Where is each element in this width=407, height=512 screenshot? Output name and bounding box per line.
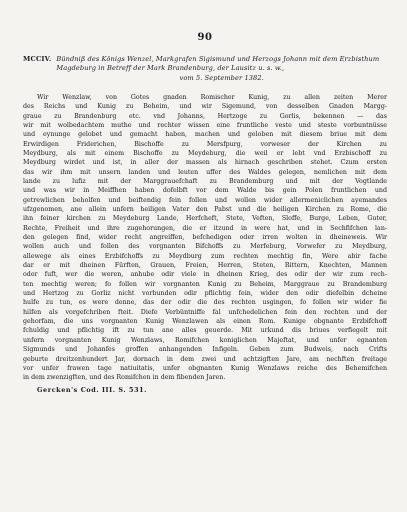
- body-line: hilfen als vorgefchriben fteit. Diefe Verbüntniffe fal unfchedelichen fein den rechten und der: [23, 308, 387, 316]
- body-line: gehorfam, die uns vorgnanten Kunig Wenzlawen als einen Rom. Kunige obgnante Erzbifchoff: [23, 318, 387, 326]
- charter-id: MCCIV.: [23, 55, 52, 63]
- body-line: Meydburg wirdet und ist, in aller der massen als hirnach geschriben stehet. Czum ersten: [23, 159, 387, 167]
- charter-header: [23, 55, 387, 83]
- body-line: und was wir in Meiffhen haben dofelbft vor dem Walde bis gein Polen fruntlichen und: [23, 187, 387, 195]
- body-line: ten mechtig weren; fo follen wir vorgnanten Kunig zu Beheim, Marggraue zu Brandemburg: [23, 280, 387, 288]
- body-line: ihn feiner kirchen zu Meydeburg Lande, Herfcheft, Stete, Veften, Sloffe, Burge, Leben, Guter,: [23, 215, 387, 223]
- body-line: in dem zwenzigften, und des Romifchen in dem fibenden Jaren.: [23, 374, 226, 382]
- body-line: hulfe zu tun, es were denne, das der odir die des rechten usgingen, fo follen wir wider fie: [23, 299, 387, 307]
- body-line: unfern vorgnanten Kunig Wenzlaws, Romifchen koniglichen Majeftat, und unfer egnanten: [23, 336, 387, 344]
- source-citation: Gercken's Cod. III. S. 531.: [37, 385, 147, 394]
- body-line: des Reichs und Kunig zu Beheim, und wir Sigemund, von desselben Gnaden Margg-: [23, 103, 387, 111]
- body-line: Sigmunds und Johanfes groffen anhangenden Infigeln. Geben zum Budweis, nach Crifts: [23, 346, 387, 354]
- body-line: wir mit wolbedachtem muthe und rechter wissen eine fruntliche veste und steste vorbuntnüsse: [23, 121, 387, 129]
- charter-title-text: Bündniß des Königs Wenzel, Markgrafen Sigismund und Herzogs Johann mit dem Erzbisthum Magdeburg in Betreff der Mark Brandenburg, der Lausitz u. s. w.,: [56, 55, 380, 73]
- body-line: allewege als eines Erzbifchoffs zu Meydburg zum rechten mechtig fin, Were abir fache: [23, 252, 387, 260]
- body-line: Rechte, Freiheit und ihre zugehorungen, die er itzund in were hat, und in Sechfifchen lan-: [23, 224, 387, 232]
- body-line: Erwirdigen Friderichen, Bischoffe zu Mersfpurg, vorweser der Kirchen zu: [23, 140, 387, 148]
- charter-date: vom 5. September 1382.: [179, 73, 264, 82]
- charter-title: [56, 55, 387, 83]
- body-line: den gelegen find, wider recht angreiffen, befchedigen oder irren wolten in dheineweis. Wir: [23, 234, 387, 242]
- body-line: dar er mit dheinen Fürften, Grauen, Freien, Herren, Steten, Rittern, Knechten, Mannen: [23, 262, 387, 270]
- body-line: Wir Wenzlaw, von Gotes gnaden Romischer Kunig, zu allen zeiten Merer: [37, 93, 387, 101]
- body-line: oder fuft, wer die weren, anhube odir viele in dheinen Krieg, des odir der wir zum rech-: [23, 271, 387, 279]
- body-line: graue zu Brandenburg etc. vnd Johanns, Hertzoge zu Gorlis, bekennen — das: [23, 112, 387, 120]
- body-line: vor unfer frawen tage natiuitatis, unfer obgnanten Kunig Wenzlaws reiche des Behemifchen: [23, 364, 387, 372]
- body-line: wollen auch und follen des vorgnanten Bifchoffs zu Merfeburg, Vorwefer zu Meydburg,: [23, 243, 387, 251]
- body-line: lande zu lufiz mit der Marggrauefchaft zu Brandemburg und mit der Vogtlande: [23, 177, 387, 185]
- body-line: fchuldig und pflichtig ift zu tun ane alles geuerde. Mit urkund dis briues verfiegelt mit: [23, 327, 387, 335]
- body-line: und Hertzog zu Gorliz nicht vorbunden odir pflichtig fein, wider den odir diefelbin dcheine: [23, 290, 387, 298]
- body-line: getrewlichen beholfen und beiftendig fein follen und wollen wider allermeniclichen ayemandes: [23, 196, 387, 204]
- charter-body-text: [23, 93, 387, 383]
- body-line: Meydburg, als mit einem Bischoffe zu Meydeburg, die weil er lebt vnd Erzbischoff zu: [23, 149, 387, 157]
- body-line: und eynunge gelobet und gemacht haben, machen und geloben mit diesem briue mit dem: [23, 131, 387, 139]
- page-number: 90: [197, 32, 213, 43]
- body-line: geburte dreitzenhundert Jar, dornach in dem zwei und achtzigften Jare, am nechften freitage: [23, 355, 387, 363]
- body-line: ufzgenomen, ane allein unfern heiligen Vater den Pabst und die heiligen Kirchen zu Rome, die: [23, 206, 387, 214]
- body-line: das wir ihm mit unsern landen und leuten uffer des Waldes gelegen, nemlichen mit dem: [23, 168, 387, 176]
